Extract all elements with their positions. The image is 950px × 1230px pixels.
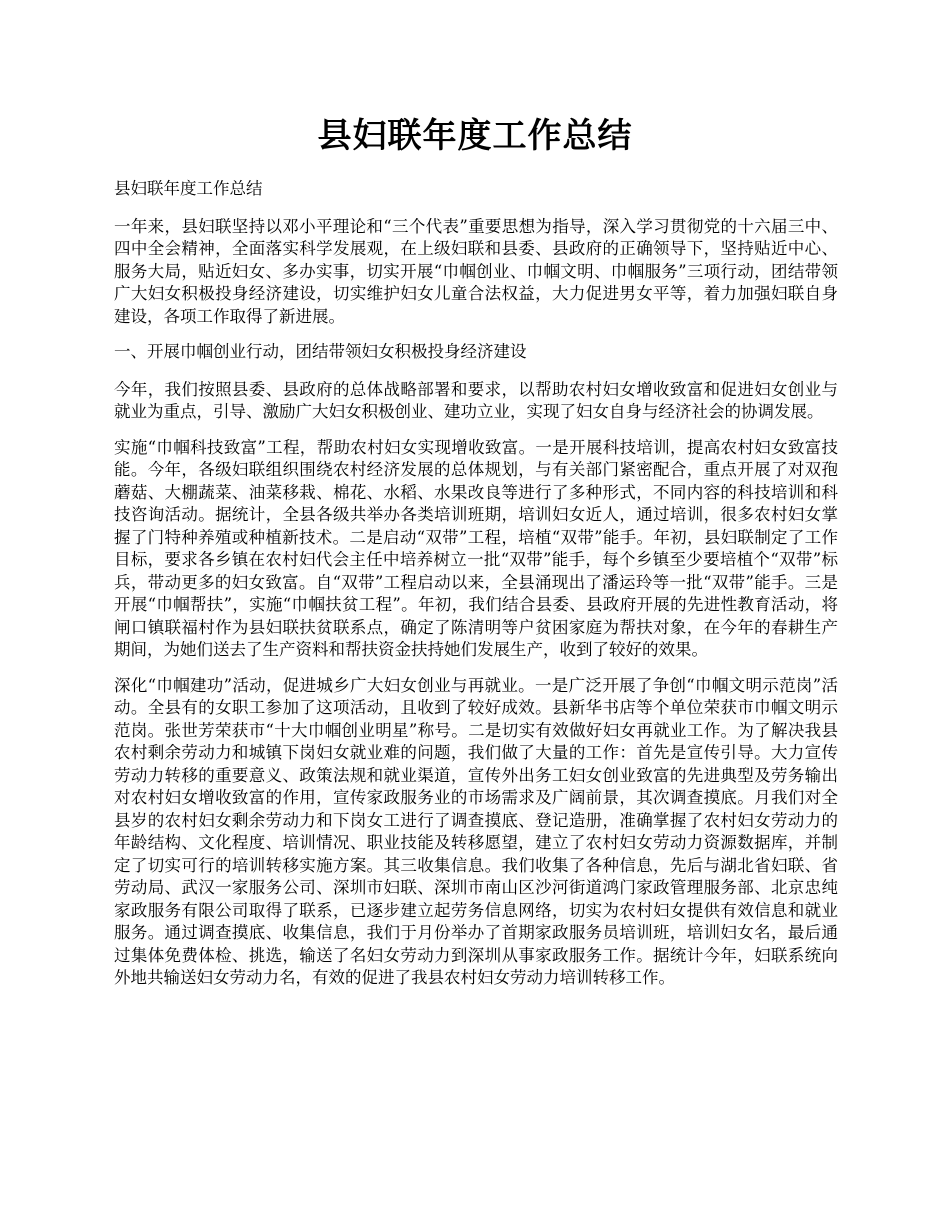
body-paragraph: 实施“巾帼科技致富”工程，帮助农村妇女实现增收致富。一是开展科技培训，提高农村妇女致富技能。今年，各级妇联组织围绕农村经济发展的总体规划，与有关部门紧密配合，重点开展了对双孢蘑菇、大棚蔬菜、油菜移栽、棉花、水稻、水果改良等进行了多种形式，不同内容的科技培训和科技咨询活动。据统计，全县各级共举办各类培训班期，培训妇女近人，通过培训，很多农村妇女掌握了门特种养殖或种植新技术。二是启动“双带”工程，培植“双带”能手。年初，县妇联制定了工作目标，要求各乡镇在农村妇代会主任中培养树立一批“双带”能手，每个乡镇至少要培植个“双带”标兵，带动更多的妇女致富。自“双带”工程启动以来，全县涌现出了潘运玲等一批“双带”能手。三是开展“巾帼帮扶”，实施“巾帼扶贫工程”。年初，我们结合县委、县政府开展的先进性教育活动，将闸口镇联福村作为县妇联扶贫联系点，确定了陈清明等户贫困家庭为帮扶对象，在今年的春耕生产期间，为她们送去了生产资料和帮扶资金扶持她们发展生产，收到了较好的效果。 <box>114 437 838 659</box>
body-paragraph: 深化“巾帼建功”活动，促进城乡广大妇女创业与再就业。一是广泛开展了争创“巾帼文明示范岗”活动。全县有的女职工参加了这项活动，且收到了较好成效。县新华书店等个单位荣获市巾帼文明示范岗。张世芳荣获市“十大巾帼创业明星”称号。二是切实有效做好妇女再就业工作。为了解决我县农村剩余劳动力和城镇下岗妇女就业难的问题，我们做了大量的工作：首先是宣传引导。大力宣传劳动力转移的重要意义、政策法规和就业渠道，宣传外出务工妇女创业致富的先进典型及劳务输出对农村妇女增收致富的作用，宣传家政服务业的市场需求及广阔前景，其次调查摸底。月我们对全县岁的农村妇女剩余劳动力和下岗女工进行了调查摸底、登记造册，准确掌握了农村妇女劳动力的年龄结构、文化程度、培训情况、职业技能及转移愿望，建立了农村妇女劳动力资源数据库，并制定了切实可行的培训转移实施方案。其三收集信息。我们收集了各种信息，先后与湖北省妇联、省劳动局、武汉一家服务公司、深圳市妇联、深圳市南山区沙河街道鸿门家政管理服务部、北京忠纯家政服务有限公司取得了联系，已逐步建立起劳务信息网络，切实为农村妇女提供有效信息和就业服务。通过调查摸底、收集信息，我们于月份举办了首期家政服务员培训班，培训妇女名，最后通过集体免费体检、挑选，输送了名妇女劳动力到深圳从事家政服务工作。据统计今年，妇联系统向外地共输送妇女劳动力名，有效的促进了我县农村妇女劳动力培训转移工作。 <box>114 675 838 987</box>
section-heading: 一、开展巾帼创业行动，团结带领妇女积极投身经济建设 <box>114 342 527 361</box>
document-body <box>114 178 838 1003</box>
document-title: 县妇联年度工作总结 <box>317 116 633 156</box>
body-paragraph: 今年，我们按照县委、县政府的总体战略部署和要求，以帮助农村妇女增收致富和促进妇女创业与就业为重点，引导、激励广大妇女积极创业、建功立业，实现了妇女自身与经济社会的协调发展。 <box>114 379 838 421</box>
subtitle-paragraph: 县妇联年度工作总结 <box>114 179 263 198</box>
intro-paragraph: 一年来，县妇联坚持以邓小平理论和“三个代表”重要思想为指导，深入学习贯彻党的十六届三中、四中全会精神，全面落实科学发展观，在上级妇联和县委、县政府的正确领导下，坚持贴近中心、服务大局，贴近妇女、多办实事，切实开展“巾帼创业、巾帼文明、巾帼服务”三项行动，团结带领广大妇女积极投身经济建设，切实维护妇女儿童合法权益，大力促进男女平等，着力加强妇联自身建设，各项工作取得了新进展。 <box>114 216 838 326</box>
